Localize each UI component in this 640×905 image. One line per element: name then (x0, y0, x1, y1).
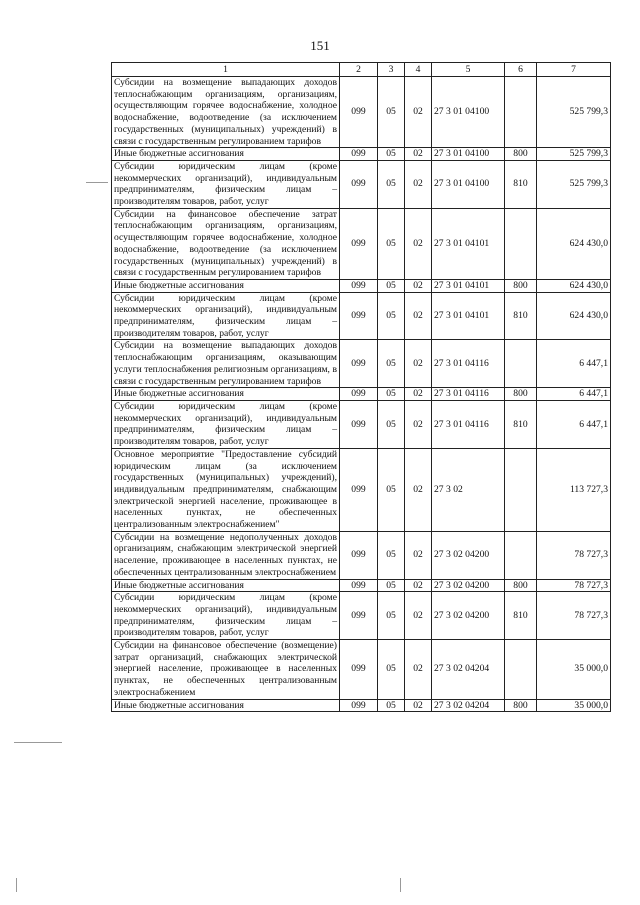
row-subsection-code: 02 (405, 292, 432, 340)
row-amount: 113 727,3 (537, 448, 611, 531)
table-row (112, 640, 611, 700)
row-target-code: 27 3 01 04116 (432, 340, 505, 388)
row-section-code: 05 (378, 208, 405, 279)
row-section-code: 05 (378, 160, 405, 208)
row-amount: 35 000,0 (537, 640, 611, 700)
table-row (112, 148, 611, 161)
table-row (112, 531, 611, 579)
table-row (112, 208, 611, 279)
row-section-code: 05 (378, 579, 405, 592)
row-amount: 78 727,3 (537, 531, 611, 579)
column-header: 7 (537, 63, 611, 77)
column-header: 2 (340, 63, 378, 77)
table-row (112, 400, 611, 448)
row-expense-type (505, 77, 537, 148)
row-name: Субсидии юридическим лицам (кроме некоммерческих организаций), индивидуальным предпринимателям, физическим лицам – производителям товаров, работ, услуг (112, 592, 340, 640)
row-subsection-code: 02 (405, 279, 432, 292)
row-expense-type: 810 (505, 400, 537, 448)
row-target-code: 27 3 01 04116 (432, 388, 505, 401)
column-header: 5 (432, 63, 505, 77)
row-section-code: 05 (378, 292, 405, 340)
row-section-code: 05 (378, 640, 405, 700)
row-section-code: 05 (378, 592, 405, 640)
row-name: Субсидии на возмещение выпадающих доходов теплоснабжающим организациям, оказывающим услуги теплоснабжения религиозным организациям, в связи с государственным регулированием тарифов (112, 340, 340, 388)
row-name: Основное мероприятие "Предоставление субсидий юридическим лицам (за исключением государственных (муниципальных) учреждений), индивидуальным предпринимателям, снабжающим электрической энергией население, проживающее в населенных пунктах, не обеспеченных централизованным электроснабжением" (112, 448, 340, 531)
row-section-code: 05 (378, 699, 405, 712)
row-target-code: 27 3 02 04204 (432, 640, 505, 700)
table-row (112, 592, 611, 640)
row-name: Иные бюджетные ассигнования (112, 279, 340, 292)
row-subsection-code: 02 (405, 592, 432, 640)
row-ministry-code: 099 (340, 531, 378, 579)
row-subsection-code: 02 (405, 699, 432, 712)
row-subsection-code: 02 (405, 640, 432, 700)
row-name: Субсидии на финансовое обеспечение затрат теплоснабжающим организациям, организациям, осуществляющим горячее водоснабжение, холодное водоснабжение, водоотведение (за исключением государственных (муниципальных) учреждений) в связи с государственным регулированием тарифов (112, 208, 340, 279)
row-target-code: 27 3 01 04100 (432, 160, 505, 208)
row-amount: 6 447,1 (537, 388, 611, 401)
row-section-code: 05 (378, 388, 405, 401)
row-section-code: 05 (378, 148, 405, 161)
row-target-code: 27 3 02 04200 (432, 579, 505, 592)
scan-artifact (14, 742, 62, 743)
row-name: Субсидии на финансовое обеспечение (возмещение) затрат организаций, снабжающих электрической энергией население, проживающее в населенных пунктах, не обеспеченных централизованным электроснабжением (112, 640, 340, 700)
row-ministry-code: 099 (340, 208, 378, 279)
row-amount: 624 430,0 (537, 292, 611, 340)
table-row (112, 160, 611, 208)
column-header: 4 (405, 63, 432, 77)
row-section-code: 05 (378, 77, 405, 148)
row-name: Субсидии юридическим лицам (кроме некоммерческих организаций), индивидуальным предпринимателям, физическим лицам – производителям товаров, работ, услуг (112, 400, 340, 448)
row-section-code: 05 (378, 448, 405, 531)
row-expense-type: 800 (505, 579, 537, 592)
row-subsection-code: 02 (405, 148, 432, 161)
row-amount: 525 799,3 (537, 77, 611, 148)
row-amount: 78 727,3 (537, 592, 611, 640)
scan-artifact (16, 878, 17, 892)
row-ministry-code: 099 (340, 77, 378, 148)
row-target-code: 27 3 01 04101 (432, 279, 505, 292)
row-expense-type: 810 (505, 160, 537, 208)
row-target-code: 27 3 01 04101 (432, 208, 505, 279)
row-ministry-code: 099 (340, 592, 378, 640)
row-expense-type: 810 (505, 592, 537, 640)
row-target-code: 27 3 02 (432, 448, 505, 531)
row-section-code: 05 (378, 400, 405, 448)
table-row (112, 699, 611, 712)
row-section-code: 05 (378, 340, 405, 388)
row-name: Субсидии юридическим лицам (кроме некоммерческих организаций), индивидуальным предпринимателям, физическим лицам – производителям товаров, работ, услуг (112, 160, 340, 208)
row-target-code: 27 3 02 04200 (432, 531, 505, 579)
column-header: 3 (378, 63, 405, 77)
row-expense-type (505, 448, 537, 531)
row-ministry-code: 099 (340, 388, 378, 401)
row-expense-type: 810 (505, 292, 537, 340)
table-row (112, 340, 611, 388)
row-name: Иные бюджетные ассигнования (112, 579, 340, 592)
row-name: Иные бюджетные ассигнования (112, 148, 340, 161)
scan-artifact (400, 878, 401, 892)
row-target-code: 27 3 01 04100 (432, 148, 505, 161)
row-ministry-code: 099 (340, 279, 378, 292)
row-ministry-code: 099 (340, 400, 378, 448)
row-section-code: 05 (378, 279, 405, 292)
row-subsection-code: 02 (405, 579, 432, 592)
row-amount: 525 799,3 (537, 148, 611, 161)
row-subsection-code: 02 (405, 77, 432, 148)
row-ministry-code: 099 (340, 699, 378, 712)
row-name: Иные бюджетные ассигнования (112, 388, 340, 401)
column-header: 1 (112, 63, 340, 77)
row-name: Иные бюджетные ассигнования (112, 699, 340, 712)
row-subsection-code: 02 (405, 340, 432, 388)
column-header: 6 (505, 63, 537, 77)
row-subsection-code: 02 (405, 400, 432, 448)
row-subsection-code: 02 (405, 388, 432, 401)
table-row (112, 388, 611, 401)
row-amount: 6 447,1 (537, 400, 611, 448)
row-target-code: 27 3 01 04116 (432, 400, 505, 448)
row-target-code: 27 3 01 04100 (432, 77, 505, 148)
row-subsection-code: 02 (405, 208, 432, 279)
table-row (112, 292, 611, 340)
table-row (112, 579, 611, 592)
row-expense-type (505, 531, 537, 579)
row-expense-type: 800 (505, 279, 537, 292)
scan-artifact (86, 182, 108, 183)
row-target-code: 27 3 02 04200 (432, 592, 505, 640)
row-target-code: 27 3 02 04204 (432, 699, 505, 712)
row-ministry-code: 099 (340, 640, 378, 700)
row-expense-type: 800 (505, 388, 537, 401)
row-expense-type (505, 640, 537, 700)
row-expense-type (505, 208, 537, 279)
row-expense-type: 800 (505, 699, 537, 712)
row-subsection-code: 02 (405, 531, 432, 579)
row-amount: 78 727,3 (537, 579, 611, 592)
page-number: 151 (310, 38, 330, 53)
budget-table (111, 62, 611, 712)
row-subsection-code: 02 (405, 160, 432, 208)
row-ministry-code: 099 (340, 160, 378, 208)
row-target-code: 27 3 01 04101 (432, 292, 505, 340)
row-ministry-code: 099 (340, 579, 378, 592)
row-expense-type: 800 (505, 148, 537, 161)
row-amount: 624 430,0 (537, 279, 611, 292)
table-row (112, 77, 611, 148)
row-name: Субсидии на возмещение недополученных доходов организациям, снабжающим электрической энергией население, проживающее в населенных пунктах, не обеспеченных централизованным электроснабжением (112, 531, 340, 579)
row-expense-type (505, 340, 537, 388)
row-ministry-code: 099 (340, 148, 378, 161)
row-amount: 624 430,0 (537, 208, 611, 279)
row-ministry-code: 099 (340, 292, 378, 340)
row-amount: 525 799,3 (537, 160, 611, 208)
row-name: Субсидии на возмещение выпадающих доходов теплоснабжающим организациям, организациям, осуществляющим горячее водоснабжение, холодное водоснабжение, водоотведение (за исключением государственных (муниципальных) учреждений) в связи с государственным регулированием тарифов (112, 77, 340, 148)
table-header-row (112, 63, 611, 77)
row-subsection-code: 02 (405, 448, 432, 531)
row-amount: 6 447,1 (537, 340, 611, 388)
table-row (112, 279, 611, 292)
row-amount: 35 000,0 (537, 699, 611, 712)
row-ministry-code: 099 (340, 448, 378, 531)
row-section-code: 05 (378, 531, 405, 579)
table-row (112, 448, 611, 531)
row-ministry-code: 099 (340, 340, 378, 388)
row-name: Субсидии юридическим лицам (кроме некоммерческих организаций), индивидуальным предпринимателям, физическим лицам – производителям товаров, работ, услуг (112, 292, 340, 340)
